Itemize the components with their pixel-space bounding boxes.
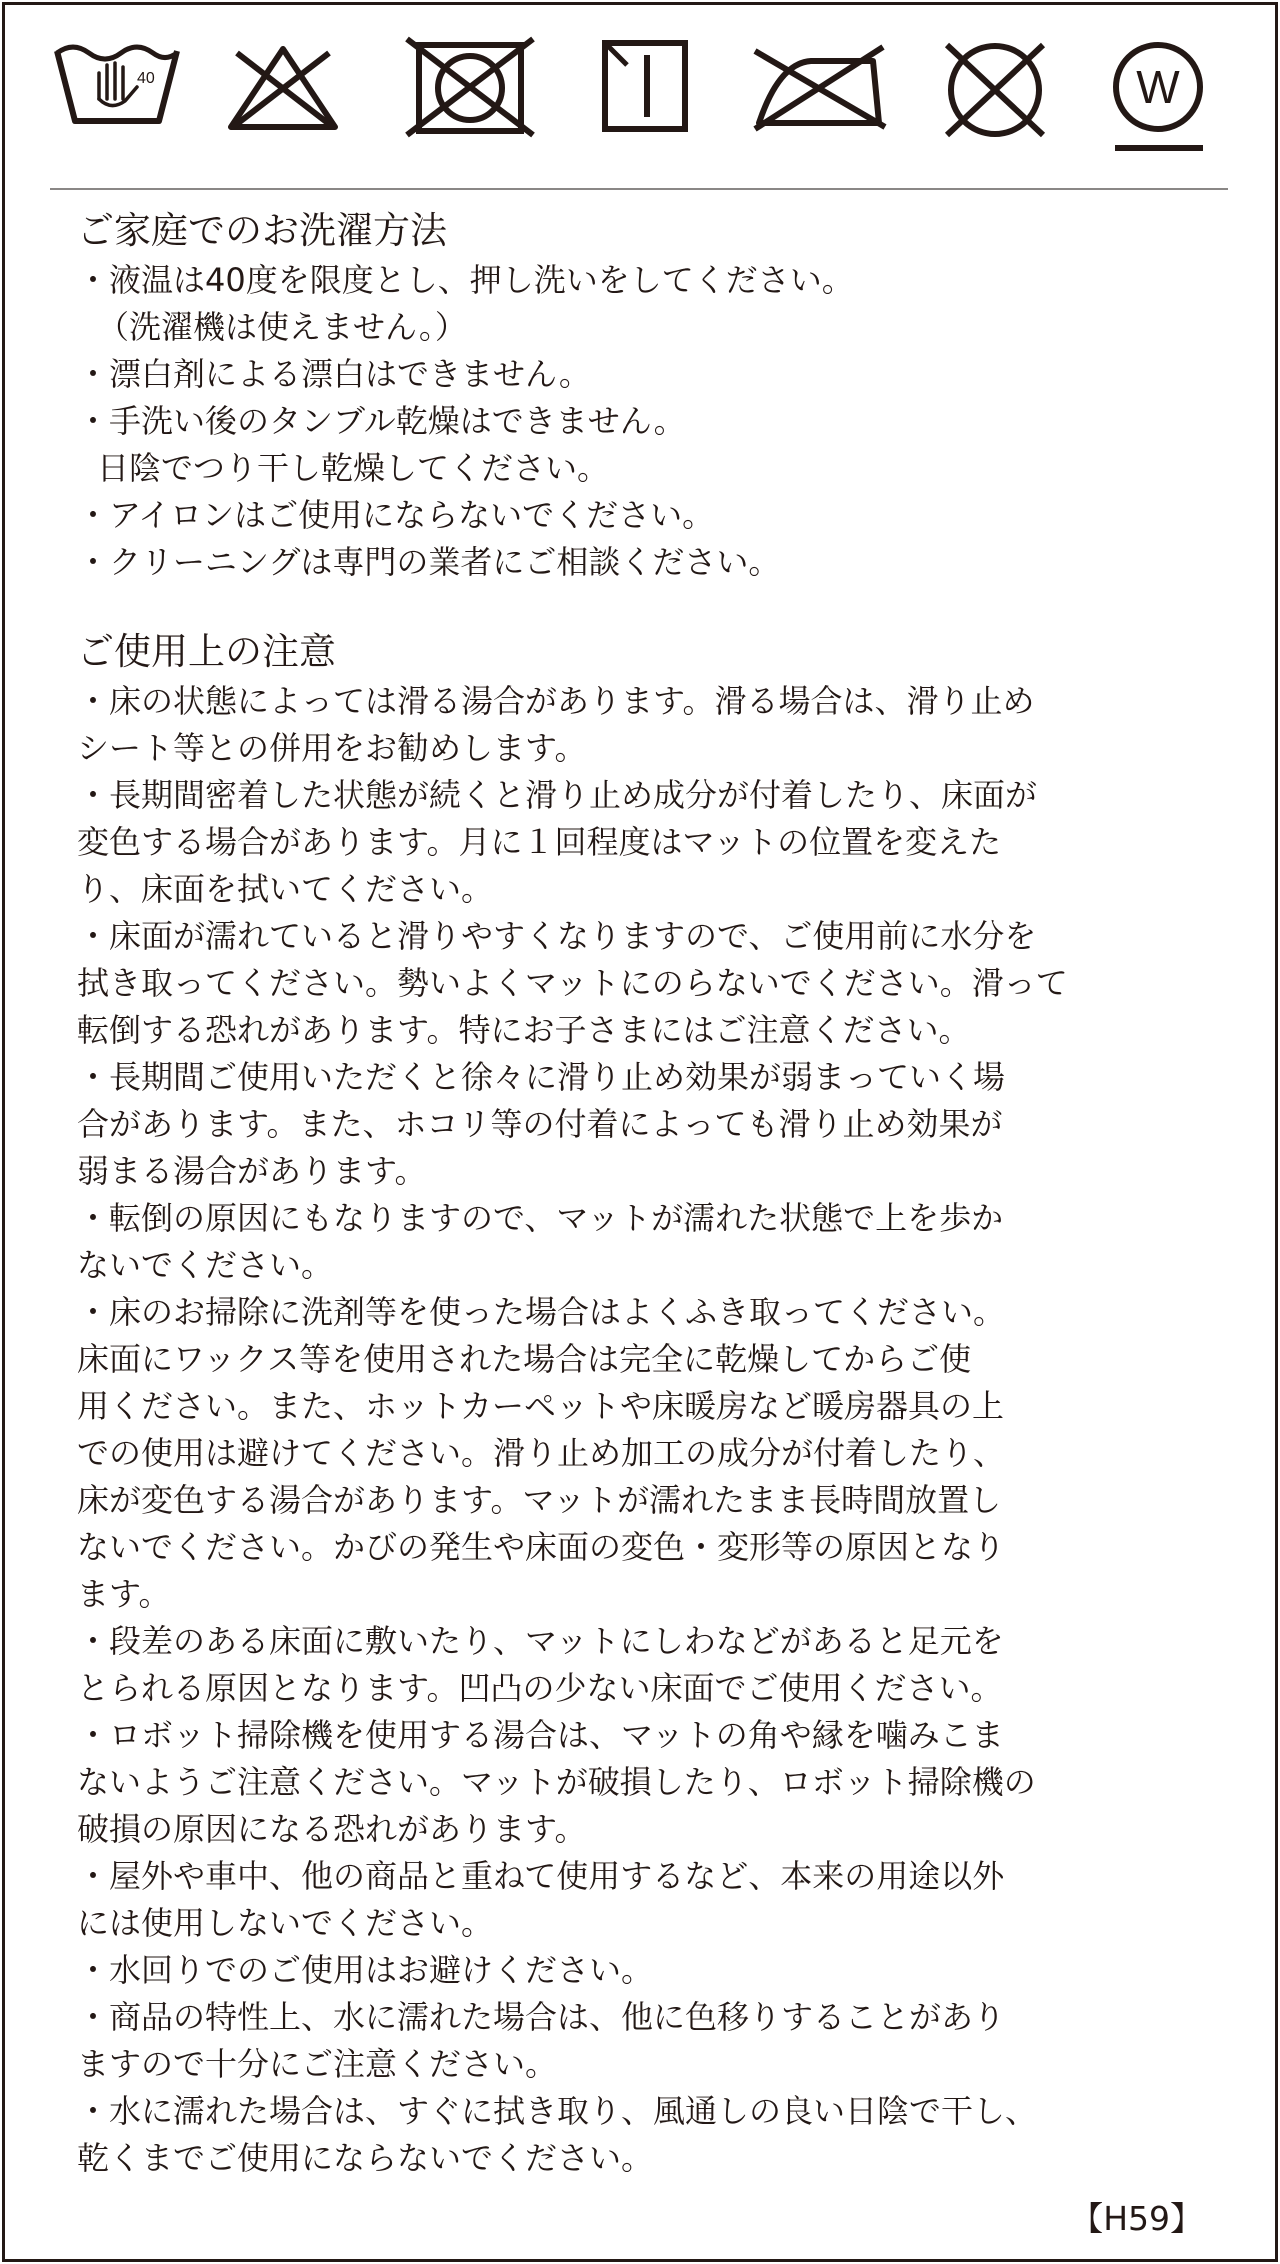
caution-list — [77, 678, 1227, 2182]
list-item: ・水回りでのご使用はお避けください。 — [77, 1951, 654, 1989]
no-tumble-dry-icon — [405, 35, 535, 139]
wet-clean-w-label: W — [1136, 61, 1180, 113]
list-item: ・段差のある床面に敷いたり、マットにしわなどがあると足元を — [77, 1622, 1004, 1660]
list-item: 破損の原因になる恐れがあります。 — [77, 1810, 587, 1848]
list-item: 床が変色する湯合があります。マットが濡れたまま長時間放置し — [77, 1481, 1002, 1519]
no-iron-icon — [749, 35, 889, 135]
list-item: 変色する場合があります。月に１回程度はマットの位置を変えた — [77, 823, 1002, 861]
line-dry-shade-icon — [597, 35, 693, 139]
caution-title: ご使用上の注意 — [77, 630, 336, 673]
no-bleach-icon — [223, 35, 343, 135]
list-item: には使用しないでください。 — [77, 1904, 494, 1942]
list-item: ないでください。かびの発生や床面の変色・変形等の原因となり — [77, 1528, 1006, 1566]
list-item: ・屋外や車中、他の商品と重ねて使用するなど、本来の用途以外 — [77, 1857, 1005, 1895]
list-item: ないでください。 — [77, 1246, 334, 1284]
list-item: 床面にワックス等を使用された場合は完全に乾燥してからご使 — [77, 1340, 972, 1378]
list-item: （洗濯機は使えません。） — [97, 308, 467, 346]
list-item: ・アイロンはご使用にならないでください。 — [77, 496, 715, 534]
list-item: での使用は避けてください。滑り止め加工の成分が付着したり、 — [77, 1434, 1006, 1472]
list-item: ・クリーニングは専門の業者にご相談ください。 — [77, 543, 781, 581]
list-item: ないようご注意ください。マットが破損したり、ロボット掃除機の — [77, 1763, 1036, 1801]
list-item: ・水に濡れた場合は、すぐに拭き取り、風通しの良い日陰で干し、 — [77, 2092, 1038, 2130]
list-item: ・床面が濡れていると滑りやすくなりますので、ご使用前に水分を — [77, 917, 1037, 955]
list-item: ・液温は40度を限度とし、押し洗いをしてください。 — [77, 261, 854, 299]
section-spacer — [77, 586, 1227, 626]
product-code: 【H59】 — [1070, 2199, 1203, 2238]
list-item: ・床の状態によっては滑る湯合があります。滑る場合は、滑り止め — [77, 682, 1035, 720]
list-item: ・商品の特性上、水に濡れた場合は、他に色移りすることがあり — [77, 1998, 1006, 2036]
list-item: 乾くまでご使用にならないでください。 — [77, 2139, 654, 2177]
instructions-content — [77, 205, 1227, 2182]
list-item: 合があります。また、ホコリ等の付着によっても滑り止め効果が — [77, 1105, 1003, 1143]
no-dry-clean-icon — [935, 35, 1055, 145]
list-item: 転倒する恐れがあります。特にお子さまにはご注意ください。 — [77, 1011, 971, 1049]
list-item: 弱まる湯合があります。 — [77, 1152, 427, 1190]
list-item: ますので十分にご注意ください。 — [77, 2045, 558, 2083]
wash-temp-label: 40 — [137, 70, 155, 87]
divider-line — [50, 188, 1228, 190]
list-item: ・手洗い後のタンブル乾燥はできません。 — [77, 402, 686, 440]
home-care-list — [77, 257, 1227, 586]
list-item: ・長期間ご使用いただくと徐々に滑り止め効果が弱まっていく場 — [77, 1058, 1006, 1096]
list-item: 日陰でつり干し乾燥してください。 — [97, 449, 610, 487]
list-item: 拭き取ってください。勢いよくマットにのらないでください。滑って — [77, 964, 1068, 1002]
list-item: ます。 — [77, 1575, 171, 1613]
wet-clean-professional-icon — [1103, 35, 1213, 165]
home-care-title: ご家庭でのお洗濯方法 — [77, 209, 447, 252]
care-symbols-row — [45, 35, 1225, 165]
list-item: 用ください。また、ホットカーペットや床暖房など暖房器具の上 — [77, 1387, 1005, 1425]
list-item: シート等との併用をお勧めします。 — [77, 729, 587, 767]
list-item: ・ロボット掃除機を使用する湯合は、マットの角や縁を噛みこま — [77, 1716, 1004, 1754]
list-item: ・転倒の原因にもなりますので、マットが濡れた状態で上を歩か — [77, 1199, 1004, 1237]
list-item: ・漂白剤による漂白はできません。 — [77, 355, 591, 393]
care-label-card — [2, 2, 1278, 2262]
list-item: り、床面を拭いてください。 — [77, 870, 494, 908]
list-item: ・長期間密着した状態が続くと滑り止め成分が付着したり、床面が — [77, 776, 1038, 814]
list-item: とられる原因となります。凹凸の少ない床面でご使用ください。 — [77, 1669, 1003, 1707]
hand-wash-40-icon — [53, 35, 183, 135]
list-item: ・床のお掃除に洗剤等を使った場合はよくふき取ってください。 — [77, 1293, 1006, 1331]
